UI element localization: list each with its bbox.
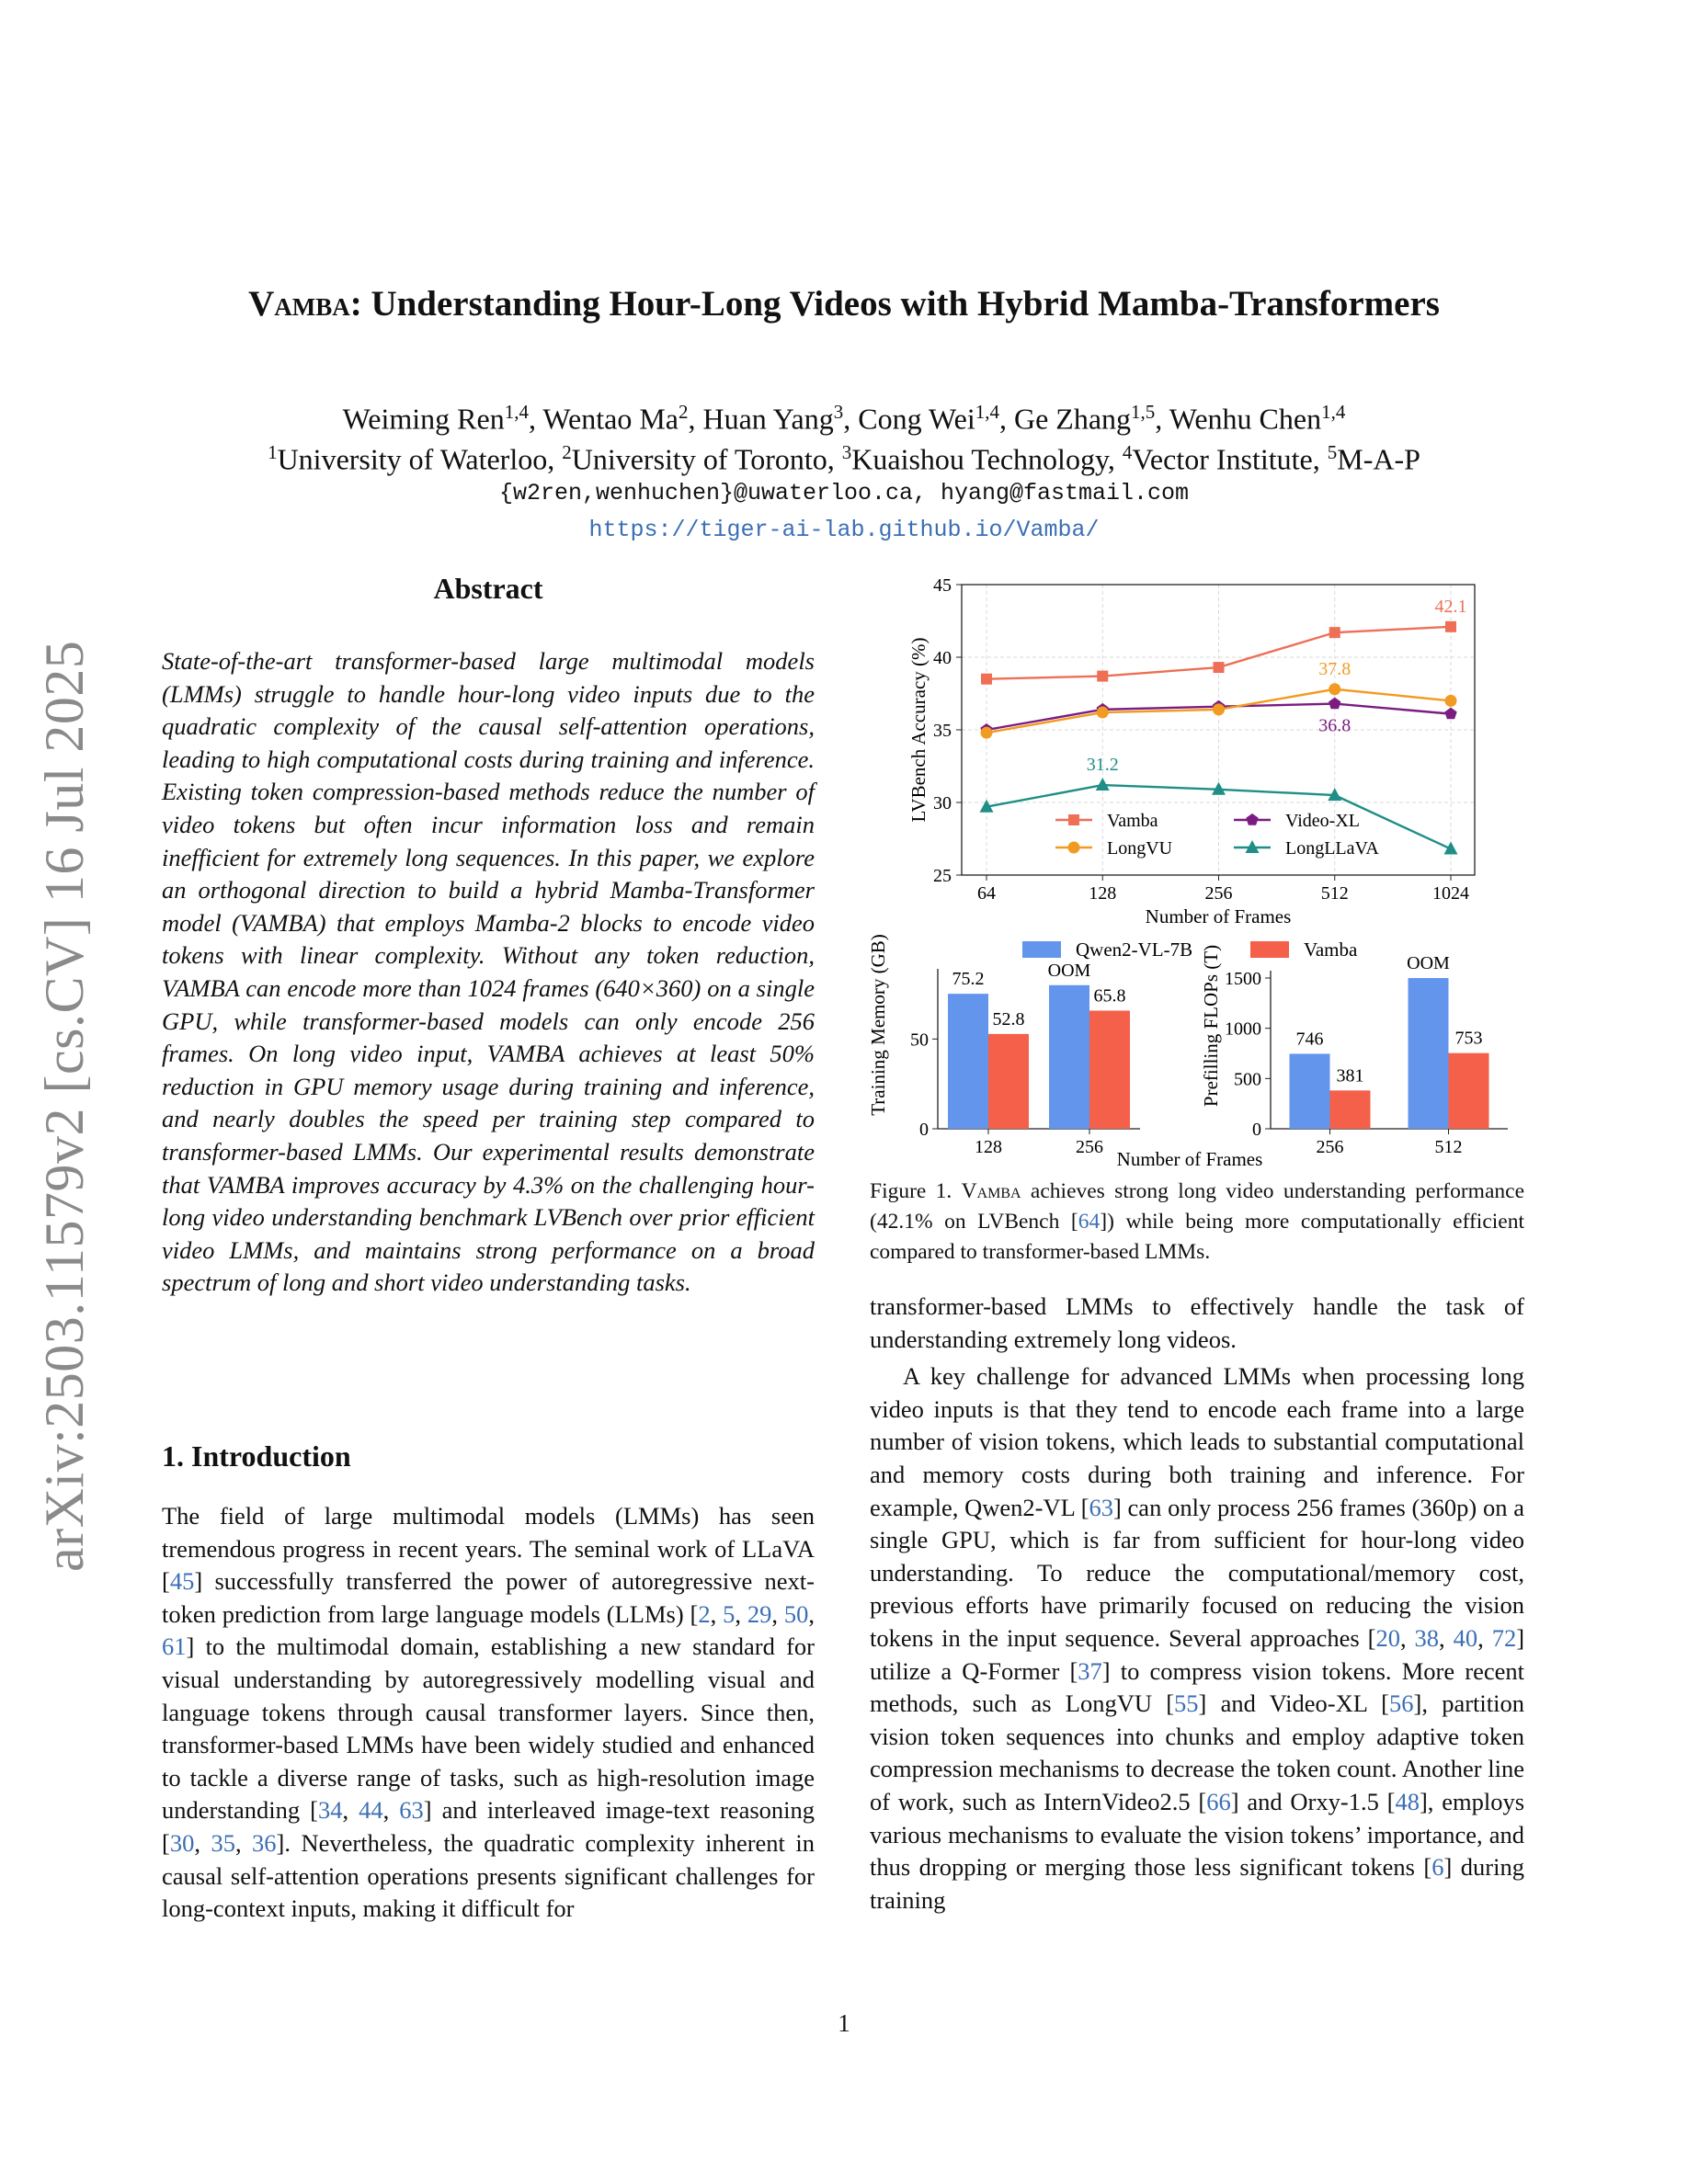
author-affiliation-marker: 1,4 [504,401,529,423]
author-list: Weiming Ren$^{1,4}$, Wentao Ma$^2$, Huan Yang$^3$, Cong Wei$^{1,4}$, Ge Zhang$^{1,5}$, Wenhu Chen$^{1,4}$ [342,401,1346,436]
title-text: : Understanding Hour-Long Videos with Hybrid Mamba-Transformers [349,284,1440,324]
citation[interactable]: 38 [1414,1623,1440,1652]
affiliation-name: Vector Institute [1132,442,1313,476]
data-point-pentagon [1444,708,1456,720]
data-point-square [1097,671,1108,682]
author-affiliation-marker: 1,4 [975,401,999,423]
y-tick-label: 35 [933,721,952,741]
citation[interactable]: 63 [1089,1493,1113,1521]
citation[interactable]: 55 [1174,1689,1199,1718]
bar-x-axis-label: Number of Frames [1116,1148,1263,1170]
citation[interactable]: 45 [169,1567,195,1596]
bar [988,1034,1029,1129]
y-axis-label: LVBench Accuracy (%) [907,637,930,823]
data-point-triangle [1444,842,1458,855]
citation[interactable]: 63 [399,1796,424,1825]
arxiv-identifier: arXiv:2503.11579v2 [cs.CV] 16 Jul 2025 [34,640,95,1572]
citation[interactable]: 34 [317,1796,343,1825]
citation[interactable]: 36 [252,1828,277,1857]
data-label: 31.2 [1086,755,1119,776]
citation[interactable]: 66 [1206,1787,1231,1815]
contact-emails: {w2ren,wenhuchen}@uwaterloo.ca, hyang@fastmail.com [498,480,1190,506]
figure-caption [870,1177,1524,1268]
citation[interactable]: 48 [1395,1787,1420,1815]
abstract-heading: Abstract [433,572,543,605]
right-column-text [870,1291,1524,1917]
affiliation-marker: 5 [1327,441,1338,463]
citation[interactable]: 30 [169,1828,195,1857]
figure-label: Figure 1. [870,1179,952,1203]
x-tick-label: 1024 [1432,883,1469,904]
affiliation-name: Kuaishou Technology [851,442,1108,476]
citation[interactable]: 64 [1078,1210,1101,1234]
prefilling-flops-bar-chart [1200,945,1508,1157]
affiliation-marker: 3 [841,441,852,463]
bar [1089,1010,1130,1129]
data-point-circle [1097,707,1109,719]
y-tick-label: 1000 [1225,1018,1261,1040]
author-name: Wenhu Chen [1169,402,1322,436]
data-label: 42.1 [1434,596,1467,617]
project-url[interactable]: https://tiger-ai-lab.github.io/Vamba/ [588,517,1100,543]
bar-value-label: 52.8 [992,1008,1025,1029]
y-tick-label: 1500 [1225,969,1261,989]
citation[interactable]: 50 [783,1599,809,1628]
author-name: Cong Wei [858,402,975,436]
bar [1049,985,1089,1129]
y-axis-label: Prefilling FLOPs (T) [1200,944,1222,1108]
bar [1449,1053,1489,1129]
data-point-square [1445,621,1456,632]
affiliation-name: University of Waterloo [277,442,548,476]
data-label: 36.8 [1318,715,1352,736]
caption-text-2: ]) while being more computationally efficient compared to transformer-based LMMs. [870,1210,1524,1264]
bar-value-label: 746 [1295,1029,1324,1050]
affiliation-name: University of Toronto [571,442,827,476]
legend-swatch [1250,941,1289,958]
data-point-circle [981,727,993,739]
citation[interactable]: 37 [1078,1656,1102,1685]
x-tick-label: 128 [1089,883,1117,904]
model-name: Vamba [248,284,350,324]
legend-label: Vamba [1304,938,1358,961]
legend-label: Vamba [1107,811,1158,831]
y-tick-label: 50 [910,1029,929,1051]
y-tick-label: 500 [1234,1069,1261,1090]
author-name: Weiming Ren [342,402,505,436]
bar-value-label: 75.2 [952,969,985,990]
citation[interactable]: 61 [162,1632,187,1661]
legend-label: Qwen2-VL-7B [1076,938,1193,961]
y-tick-label: 0 [1252,1120,1261,1140]
citation[interactable]: 6 [1431,1853,1444,1882]
data-point-circle [1068,842,1080,854]
citation[interactable]: 44 [359,1796,383,1825]
data-point-pentagon [1329,698,1340,710]
affiliation-marker: 2 [562,441,572,463]
citation[interactable]: 20 [1375,1623,1400,1652]
x-tick-label: 256 [1316,1137,1344,1157]
author-name: Ge Zhang [1013,402,1132,436]
affiliation-marker: 4 [1122,441,1133,463]
y-tick-label: 25 [933,866,952,886]
data-point-pentagon [1246,813,1258,825]
data-point-square [1214,662,1225,673]
y-tick-label: 40 [933,648,952,668]
bar-value-label: OOM [1407,953,1450,973]
legend-label: LongLLaVA [1285,838,1379,859]
x-tick-label: 128 [975,1137,1002,1157]
citation[interactable]: 2 [698,1599,711,1628]
figure-1 [855,570,1526,1177]
x-axis-label: Number of Frames [1145,905,1292,927]
abstract-text: State-of-the-art transformer-based large multimodal models (LMMs) struggle to handle hour-long video inputs due to the quadratic complexity of the causal self-attention operations, leading to high computational costs during training and inference. Existing token compression-based methods reduce the number of video tokens but often incur information loss and remain inefficient for extremely long sequences. In this paper, we explore an orthogonal direction to build a hybrid Mamba-Transformer model (VAMBA) that employs Mamba-2 blocks to encode video tokens with linear complexity. Without any token reduction, VAMBA can encode more than 1024 frames (640×360) on a single GPU, while transformer-based models can only encode 256 frames. On long video input, VAMBA achieves at least 50% reduction in GPU memory usage during training and inference, and nearly doubles the speed per training step compared to transformer-based LMMs. Our experimental results demonstrate that VAMBA improves accuracy by 4.3% on the challenging hour-long video understanding benchmark LVBench over prior efficient video LMMs, and maintains strong performance on a broad spectrum of long and short video understanding tasks. [162,647,815,1297]
data-label: 37.8 [1318,658,1352,679]
x-tick-label: 512 [1320,883,1349,904]
legend-swatch [1022,941,1061,958]
section-heading-introduction: 1. Introduction [162,1439,351,1473]
y-tick-label: 30 [933,793,952,813]
author-name: Wentao Ma [542,402,679,436]
data-point-circle [1329,683,1340,695]
legend-label: Video-XL [1285,811,1360,831]
paper-title [0,281,1688,327]
y-axis-label: Training Memory (GB) [867,934,889,1116]
intro-paragraph-3: A key challenge for advanced LMMs when processing long video inputs is that they tend to encode each frame into a large number of vision tokens, which leads to substantial computational and memory costs during both training and inference. For example, Qwen2-VL [63] can only process 256 frames (360p) on a single GPU, which is far from sufficient for hour-long video understanding. To reduce the computational/memory cost, previous efforts have primarily focused on reducing the vision tokens in the input sequence. Several approaches [20, 38, 40, 72] utilize a Q-Former [37] to compress vision tokens. More recent methods, such as LongVU [55] and Video-XL [56], partition vision token sequences into chunks and employ adaptive token compression mechanisms to decrease the token count. Another line of work, such as InternVideo2.5 [66] and Orxy-1.5 [48], employs various mechanisms to evaluate the vision tokens’ importance, and thus dropping or merging those less significant tokens [6] during training [870,1362,1525,1914]
data-point-square [1068,814,1079,825]
x-tick-label: 256 [1076,1137,1103,1157]
citation[interactable]: 5 [723,1599,736,1628]
citation[interactable]: 35 [211,1828,235,1857]
author-affiliation-marker: 1,5 [1131,401,1156,423]
citation[interactable]: 72 [1491,1623,1517,1652]
citation[interactable]: 40 [1453,1623,1478,1652]
page-number: 1 [838,2009,850,2037]
bar [948,994,988,1129]
y-tick-label: 0 [919,1120,929,1140]
bar [1409,978,1449,1129]
data-point-circle [1445,695,1457,707]
caption-model-name: Vamba [961,1179,1021,1203]
bar [1290,1053,1330,1129]
data-point-circle [1213,703,1225,715]
bar [1330,1090,1371,1129]
bar-chart-legend [1022,938,1358,961]
intro-paragraph-2: transformer-based LMMs to effectively handle the task of understanding extremely long videos. [870,1292,1524,1353]
data-point-square [981,674,992,685]
x-tick-label: 512 [1434,1137,1463,1157]
training-memory-bar-chart [867,934,1140,1157]
legend-label: LongVU [1107,838,1173,859]
affiliation-name: M-A-P [1337,442,1420,476]
affiliation-list: $^1$University of Waterloo, $^2$University of Toronto, $^3$Kuaishou Technology, $^4$Vector Institute, $^5$M-A-P [268,441,1420,476]
y-tick-label: 45 [933,575,952,596]
caption-text-1: achieves strong long video understanding performance (42.1% on LVBench [ [870,1179,1524,1234]
citation[interactable]: 56 [1389,1689,1414,1718]
author-name: Huan Yang [702,402,834,436]
bar-value-label: 65.8 [1093,985,1126,1007]
bar-value-label: 381 [1336,1065,1364,1086]
author-affiliation-marker: 3 [833,401,844,423]
lvbench-line-chart [907,575,1475,927]
author-affiliation-marker: 2 [678,401,689,423]
intro-paragraph-1: The field of large multimodal models (LMMs) has seen tremendous progress in recent years. The seminal work of LLaVA [45] successfully transferred the power of autoregressive next-token prediction from large language models (LLMs) [2, 5, 29, 50, 61] to the multimodal domain, establishing a new standard for visual understanding by autoregressively modelling visual and language tokens through causal transformer layers. Since then, transformer-based LMMs have been widely studied and enhanced to tackle a diverse range of tasks, such as high-resolution image understanding [34, 44, 63] and interleaved image-text reasoning [30, 35, 36]. Nevertheless, the quadratic complexity inherent in causal self-attention operations presents significant challenges for long-context inputs, making it difficult for [162,1502,815,1923]
bar-value-label: OOM [1047,960,1091,981]
x-tick-label: 64 [977,883,996,904]
affiliation-marker: 1 [268,441,278,463]
bar-value-label: 753 [1454,1028,1483,1049]
data-point-square [1329,627,1340,638]
citation[interactable]: 29 [747,1599,772,1628]
x-tick-label: 256 [1204,883,1233,904]
author-affiliation-marker: 1,4 [1321,401,1346,423]
